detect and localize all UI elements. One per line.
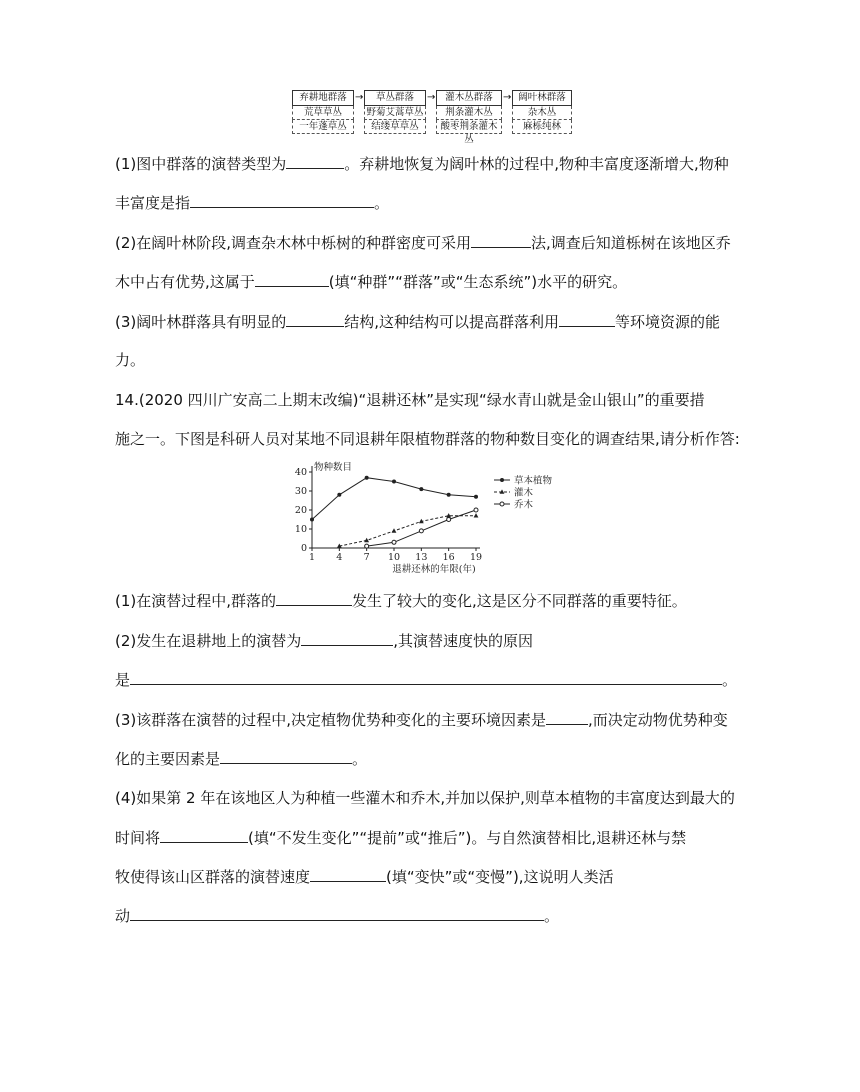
answer-blank[interactable] bbox=[130, 669, 722, 685]
arrow-right-icon: → bbox=[503, 92, 512, 103]
data-point bbox=[364, 538, 369, 542]
stage-name: 弃耕地群落 bbox=[292, 90, 354, 106]
text: 。 bbox=[722, 671, 738, 689]
x-tick-label: 7 bbox=[363, 552, 370, 563]
data-point bbox=[447, 518, 451, 522]
text: ,而决定动物优势种变 bbox=[588, 711, 728, 729]
answer-blank[interactable] bbox=[190, 192, 374, 208]
legend-label: 乔木 bbox=[514, 499, 534, 511]
q13-part3-line2 bbox=[115, 350, 145, 370]
text: 发生了较大的变化,这是区分不同群落的重要特征。 bbox=[352, 592, 687, 610]
stage-example: 杂木丛 bbox=[512, 106, 572, 120]
text: (1)在演替过程中,群落的 bbox=[115, 592, 277, 610]
y-tick-label: 10 bbox=[294, 524, 307, 535]
text: 结构,这种结构可以提高群落利用 bbox=[344, 313, 560, 331]
q13-part2-line2 bbox=[115, 271, 627, 292]
q13-part2-line1 bbox=[115, 232, 731, 253]
data-point bbox=[337, 493, 341, 497]
q14-intro-line2 bbox=[115, 429, 740, 449]
answer-blank[interactable] bbox=[220, 748, 352, 764]
text: 。弃耕地恢复为阔叶林的过程中,物种丰富度逐渐增大,物种 bbox=[344, 155, 729, 173]
text: 法,调查后知道栎树在该地区乔 bbox=[531, 234, 731, 252]
x-tick-label: 13 bbox=[415, 552, 428, 563]
text: (3)该群落在演替的过程中,决定植物优势种变化的主要环境因素是 bbox=[115, 711, 547, 729]
arrow-right-icon: → bbox=[355, 92, 364, 103]
q14-intro-line1 bbox=[115, 390, 705, 410]
stage-abandoned-farmland bbox=[292, 90, 354, 134]
stage-broadleaf-forest bbox=[512, 90, 572, 134]
q14-part4-line1 bbox=[115, 788, 735, 808]
answer-blank[interactable] bbox=[286, 311, 344, 327]
x-tick-label: 10 bbox=[387, 552, 401, 563]
stage-name: 灌木丛群落 bbox=[436, 90, 502, 106]
x-tick-label: 16 bbox=[442, 552, 455, 563]
chart-svg bbox=[290, 458, 580, 578]
text: ,其演替速度快的原因 bbox=[393, 632, 534, 650]
series-line bbox=[367, 510, 476, 546]
series-line bbox=[339, 516, 476, 546]
data-point bbox=[474, 508, 478, 512]
q14-part3-line2 bbox=[115, 748, 367, 769]
x-tick-label: 19 bbox=[469, 552, 483, 563]
q13-part3-line1 bbox=[115, 311, 720, 332]
stage-name: 草丛群落 bbox=[364, 90, 426, 106]
answer-blank[interactable] bbox=[310, 866, 386, 882]
q14-part2-line2 bbox=[115, 669, 737, 690]
text: (2)发生在退耕地上的演替为 bbox=[115, 632, 302, 650]
stage-example: 一年蓬草丛 bbox=[292, 120, 354, 134]
series-line bbox=[312, 478, 476, 520]
answer-blank[interactable] bbox=[559, 311, 615, 327]
data-point bbox=[365, 476, 369, 480]
text: 。 bbox=[374, 194, 390, 212]
text: 。 bbox=[352, 750, 368, 768]
data-point bbox=[392, 480, 396, 484]
text: 力。 bbox=[115, 351, 146, 369]
q13-part1-line1 bbox=[115, 153, 729, 174]
stage-example: 麻栎纯林 bbox=[512, 120, 572, 134]
answer-blank[interactable] bbox=[301, 630, 393, 646]
text: (1)图中群落的演替类型为 bbox=[115, 155, 287, 173]
answer-blank[interactable] bbox=[546, 709, 588, 725]
text: 化的主要因素是 bbox=[115, 750, 221, 768]
text: 牧使得该山区群落的演替速度 bbox=[115, 868, 311, 886]
answer-blank[interactable] bbox=[160, 827, 248, 843]
species-count-chart bbox=[290, 458, 580, 578]
stage-example: 结缕草草丛 bbox=[364, 120, 426, 134]
answer-blank[interactable] bbox=[286, 153, 344, 169]
y-tick-label: 30 bbox=[294, 486, 307, 497]
text: 动 bbox=[115, 907, 131, 925]
q14-part4-line4 bbox=[115, 905, 559, 926]
answer-blank[interactable] bbox=[130, 905, 544, 921]
answer-blank[interactable] bbox=[276, 590, 352, 606]
q14-part4-line2 bbox=[115, 827, 686, 848]
text: (2)在阔叶林阶段,调查杂木林中栎树的种群密度可采用 bbox=[115, 234, 472, 252]
legend-label: 草本植物 bbox=[514, 475, 553, 487]
text: 是 bbox=[115, 671, 131, 689]
q14-part4-line3 bbox=[115, 866, 614, 887]
q14-part2-line1 bbox=[115, 630, 533, 651]
legend-marker bbox=[500, 478, 504, 482]
data-point bbox=[419, 487, 423, 491]
x-tick-label: 4 bbox=[336, 552, 343, 563]
text: (4)如果第 2 年在该地区人为种植一些灌木和乔木,并加以保护,则草本植物的丰富度达到最大的 bbox=[115, 789, 735, 807]
stage-example: 酸枣荆条灌木丛 bbox=[436, 120, 502, 134]
text: (填“不发生变化”“提前”或“推后”)。与自然演替相比,退耕还林与禁 bbox=[248, 829, 687, 847]
text: 施之一。下图是科研人员对某地不同退耕年限植物群落的物种数目变化的调查结果,请分析作答: bbox=[115, 430, 740, 448]
text: 14.(2020 四川广安高二上期末改编)“退耕还林”是实现“绿水青山就是金山银山”的重要措 bbox=[115, 391, 705, 409]
stage-example: 野菊艾蒿草丛 bbox=[364, 106, 426, 120]
stage-shrub bbox=[436, 90, 502, 145]
legend-marker bbox=[500, 502, 504, 506]
data-point bbox=[365, 544, 369, 548]
data-point bbox=[419, 529, 423, 533]
answer-blank[interactable] bbox=[471, 232, 531, 248]
text: 丰富度是指 bbox=[115, 194, 191, 212]
answer-blank[interactable] bbox=[255, 271, 329, 287]
y-tick-label: 40 bbox=[294, 467, 307, 478]
y-tick-label: 20 bbox=[294, 505, 307, 516]
x-axis-label: 退耕还林的年限(年) bbox=[392, 564, 476, 575]
data-point bbox=[310, 518, 314, 522]
q13-part1-line2 bbox=[115, 192, 389, 213]
data-point bbox=[474, 495, 478, 499]
stage-example: 荒草草丛 bbox=[292, 106, 354, 120]
arrow-right-icon: → bbox=[427, 92, 436, 103]
q14-part1 bbox=[115, 590, 687, 611]
stage-name: 阔叶林群落 bbox=[512, 90, 572, 106]
text: 时间将 bbox=[115, 829, 161, 847]
data-point bbox=[474, 513, 479, 517]
text: (填“种群”“群落”或“生态系统”)水平的研究。 bbox=[328, 273, 628, 291]
data-point bbox=[392, 540, 396, 544]
text: (填“变快”或“变慢”),这说明人类活 bbox=[386, 868, 614, 886]
x-tick-label: 1 bbox=[308, 552, 316, 563]
y-tick-label: 0 bbox=[300, 543, 307, 554]
stage-example: 荆条灌木丛 bbox=[436, 106, 502, 120]
text: 等环境资源的能 bbox=[615, 313, 721, 331]
legend-label: 灌木 bbox=[514, 487, 534, 499]
text: 。 bbox=[544, 907, 560, 925]
data-point bbox=[447, 493, 451, 497]
stage-grass bbox=[364, 90, 426, 134]
text: (3)阔叶林群落具有明显的 bbox=[115, 313, 287, 331]
q14-part3-line1 bbox=[115, 709, 728, 730]
succession-diagram bbox=[292, 90, 572, 145]
data-point bbox=[392, 528, 397, 532]
y-axis-label: 物种数目 bbox=[314, 462, 353, 473]
text: 木中占有优势,这属于 bbox=[115, 273, 255, 291]
